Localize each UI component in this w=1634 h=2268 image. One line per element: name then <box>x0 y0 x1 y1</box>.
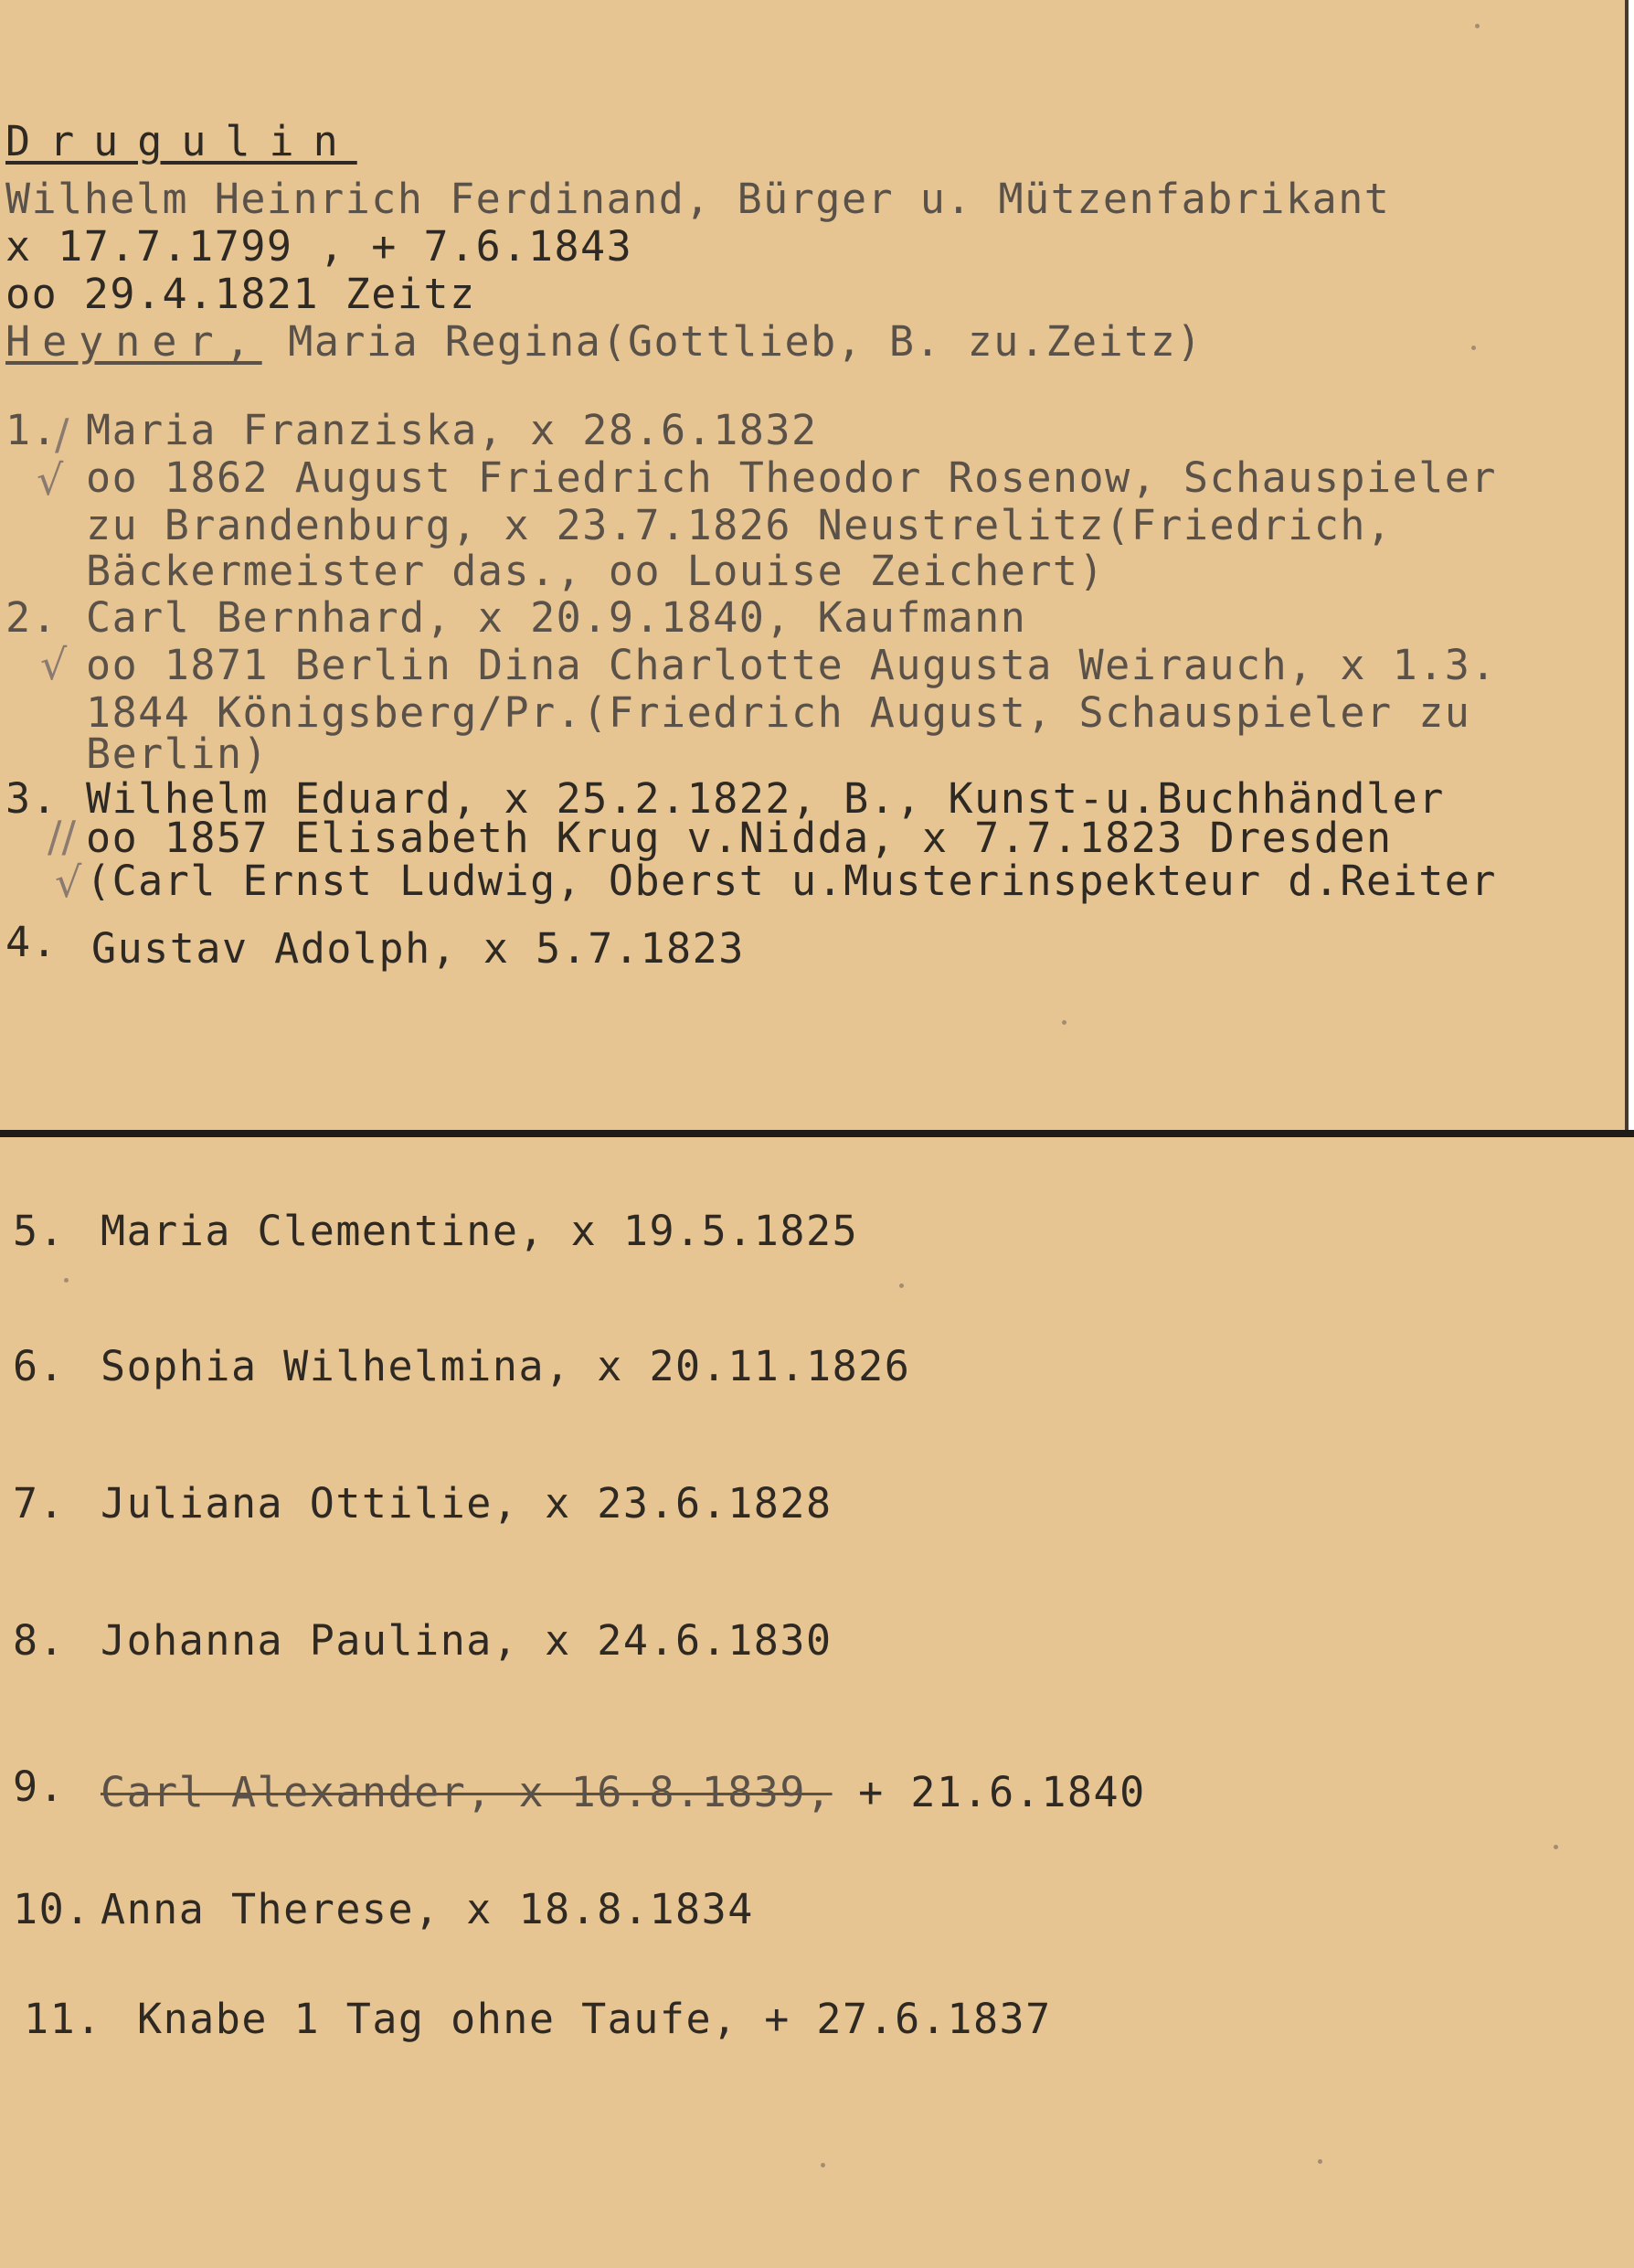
child-2-number: 2. <box>5 593 58 642</box>
card-divider <box>0 1130 1634 1137</box>
check-mark-icon: √ <box>55 857 82 907</box>
child-5-number: 5. <box>13 1207 66 1255</box>
child-9-line <box>101 1770 1146 1815</box>
paper-speck <box>1554 1845 1558 1849</box>
spouse-line <box>5 319 1203 365</box>
paper-speck <box>1475 24 1480 28</box>
person-name-line: Wilhelm Heinrich Ferdinand, Bürger u. Mützenfabrikant <box>5 175 1391 223</box>
spouse-surname: Heyner, <box>5 317 262 366</box>
child-11-number: 11. <box>24 1995 102 2043</box>
child-10-number: 10. <box>13 1885 91 1933</box>
child-9-text: + 21.6.1840 <box>832 1768 1146 1816</box>
marriage-line: oo 29.4.1821 Zeitz <box>5 270 476 318</box>
spouse-details: Maria Regina(Gottlieb, B. zu.Zeitz) <box>261 317 1203 366</box>
child-3-number: 3. <box>5 774 58 823</box>
child-1-line-1: Maria Franziska, x 28.6.1832 <box>86 406 818 454</box>
paper-speck <box>899 1283 904 1288</box>
child-1-number: 1. <box>5 406 58 454</box>
birth-death-line: x 17.7.1799 , + 7.6.1843 <box>5 222 633 271</box>
child-3-line-1: Wilhelm Eduard, x 25.2.1822, B., Kunst-u.Buchhändler <box>86 774 1445 823</box>
child-7-number: 7. <box>13 1479 66 1528</box>
check-mark-icon: // <box>48 812 76 861</box>
surname-heading: Drugulin <box>5 117 357 165</box>
child-2-line-2: oo 1871 Berlin Dina Charlotte Augusta Weirauch, x 1.3. <box>86 641 1497 689</box>
child-5-text: Maria Clementine, x 19.5.1825 <box>101 1207 859 1255</box>
paper-speck <box>1062 1020 1066 1025</box>
child-11-text: Knabe 1 Tag ohne Taufe, + 27.6.1837 <box>137 1995 1052 2043</box>
child-6-text: Sophia Wilhelmina, x 20.11.1826 <box>101 1342 911 1390</box>
child-7-text: Juliana Ottilie, x 23.6.1828 <box>101 1479 833 1528</box>
paper-speck <box>1471 346 1476 350</box>
child-2-line-1: Carl Bernhard, x 20.9.1840, Kaufmann <box>86 593 1027 642</box>
index-card-top <box>0 0 1629 1130</box>
child-1-line-4: Bäckermeister das., oo Louise Zeichert) <box>86 547 1106 595</box>
child-1-line-3: zu Brandenburg, x 23.7.1826 Neustrelitz(Friedrich, <box>86 501 1393 549</box>
index-card-bottom <box>0 1137 1634 2268</box>
check-mark-icon: √ <box>37 455 64 505</box>
paper-speck <box>1318 2159 1322 2164</box>
child-6-number: 6. <box>13 1342 66 1390</box>
child-3-line-2: oo 1857 Elisabeth Krug v.Nidda, x 7.7.1823 Dresden <box>86 814 1393 862</box>
paper-speck <box>64 1278 69 1283</box>
child-4-number: 4. <box>5 918 58 966</box>
child-10-text: Anna Therese, x 18.8.1834 <box>101 1885 754 1933</box>
check-mark-icon: √ <box>40 640 68 689</box>
paper-speck <box>821 2163 825 2167</box>
child-9-struck-entry: Carl Alexander, x 16.8.1839, <box>101 1768 833 1816</box>
child-1-line-2: oo 1862 August Friedrich Theodor Rosenow, Schauspieler <box>86 453 1497 502</box>
child-2-line-3: 1844 Königsberg/Pr.(Friedrich August, Schauspieler zu <box>86 688 1471 737</box>
child-9-number: 9. <box>13 1762 66 1811</box>
child-8-number: 8. <box>13 1616 66 1665</box>
check-mark-icon: / <box>55 410 69 459</box>
child-3-line-3: (Carl Ernst Ludwig, Oberst u.Musterinspekteur d.Reiter <box>86 857 1497 905</box>
child-2-line-4: Berlin) <box>86 729 270 778</box>
child-4-line-1: Gustav Adolph, x 5.7.1823 <box>91 924 745 973</box>
child-8-text: Johanna Paulina, x 24.6.1830 <box>101 1616 833 1665</box>
